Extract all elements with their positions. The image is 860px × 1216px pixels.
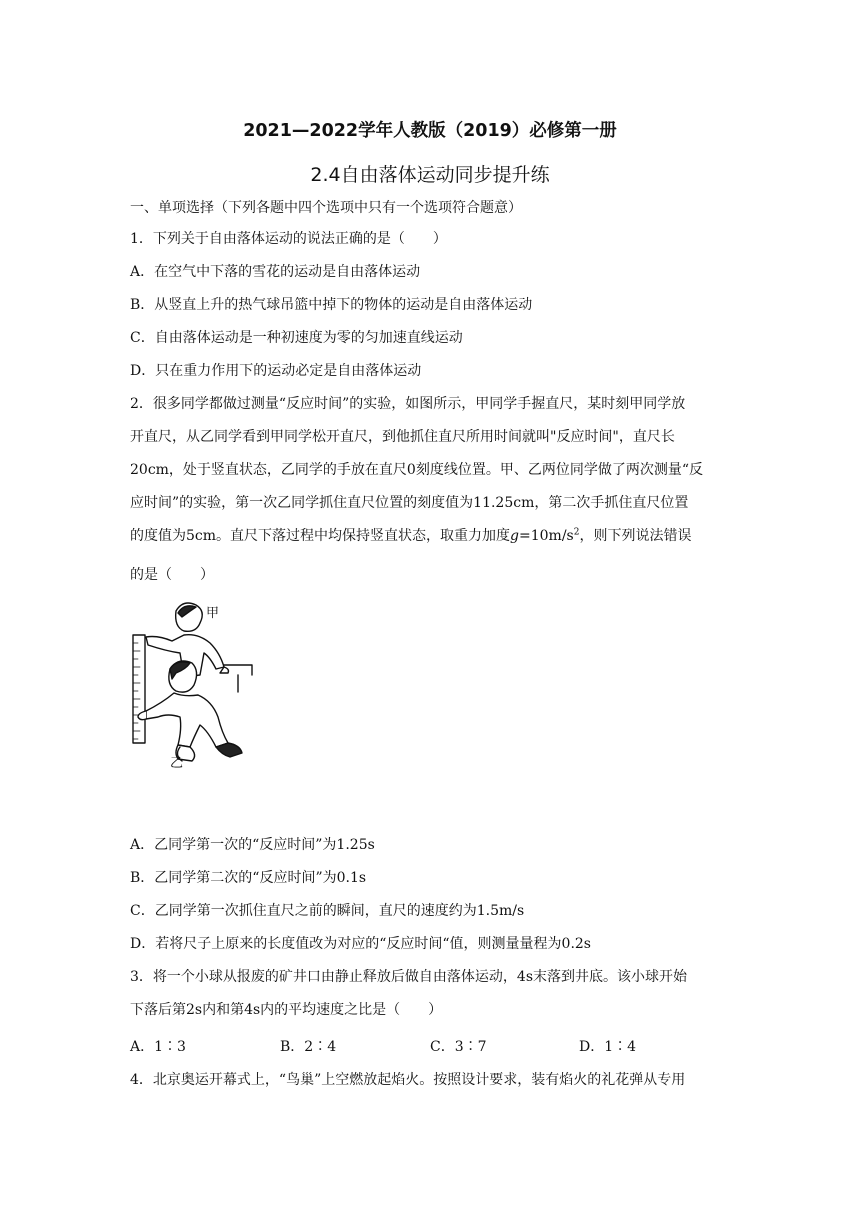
q3-option-b: B．2∶4 [280,1039,337,1055]
q2-option-b: B．乙同学第二次的“反应时间”为0.1s [130,870,367,886]
q1-option-b: B．从竖直上升的热气球吊篮中掉下的物体的运动是自由落体运动 [130,297,533,313]
label-yi: 乙 [170,756,184,771]
q3-option-d: D．1∶4 [579,1039,637,1055]
q2-option-a: A．乙同学第一次的“反应时间”为1.25s [130,837,375,853]
label-jia: 甲 [206,606,220,621]
q3-option-a: A．1∶3 [130,1039,186,1055]
q3-stem-line-1: 3．将一个小球从报废的矿井口由静止释放后做自由落体运动，4s末落到井底。该小球开始 [130,969,687,985]
q1-stem: 1．下列关于自由落体运动的说法正确的是（ ） [130,231,447,247]
q2-stem-line-5-text: 的度值为5cm。直尺下落过程中均保持竖直状态，取重力加度 [130,528,511,544]
student-yi-shoe [216,743,242,757]
q2-stem-line-3: 20cm，处于竖直状态，乙同学的手放在直尺0刻度线位置。甲、乙两位同学做了两次测量“反 [130,462,703,478]
q2-stem-line-6: 的是（ ） [130,567,214,583]
gravity-value: =10m/s [519,528,574,544]
document-title: 2021—2022学年人教版（2019）必修第一册 [243,121,617,141]
q2-stem-line-2: 开直尺，从乙同学看到甲同学松开直尺，到他抓住直尺所用时间就叫"反应时间"，直尺长 [130,429,675,445]
reaction-time-figure [128,597,258,775]
q2-stem-line-5-tail: ，则下列说法错误 [579,528,692,544]
q2-stem-line-5 [130,525,740,545]
q3-stem-line-2: 下落后第2s内和第4s内的平均速度之比是（ ） [130,1002,443,1018]
section-heading: 一、单项选择（下列各题中四个选项中只有一个选项符合题意） [130,200,522,216]
q4-stem-line-1: 4．北京奥运开幕式上，“鸟巢”上空燃放起焰火。按照设计要求，装有焰火的礼花弹从专用 [130,1072,686,1088]
q1-option-d: D．只在重力作用下的运动必定是自由落体运动 [130,363,422,379]
q2-option-d: D．若将尺子上原来的长度值改为对应的“反应时间“值，则测量量程为0.2s [130,936,591,952]
q3-option-c: C．3∶7 [430,1039,487,1055]
q2-option-c: C．乙同学第一次抓住直尺之前的瞬间，直尺的速度约为1.5m/s [130,903,525,919]
q2-stem-line-4: 应时间”的实验，第一次乙同学抓住直尺位置的刻度值为11.25cm，第二次手抓住直尺位置 [130,495,689,511]
gravity-symbol: g [510,528,519,544]
document-subtitle: 2.4自由落体运动同步提升练 [310,164,550,186]
q1-option-c: C．自由落体运动是一种初速度为零的匀加速直线运动 [130,330,463,346]
gravity-exponent: 2 [573,527,580,538]
q1-option-a: A．在空气中下落的雪花的运动是自由落体运动 [130,264,421,280]
q2-stem-line-1: 2．很多同学都做过测量“反应时间”的实验，如图所示，甲同学手握直尺，某时刻甲同学放 [130,396,686,412]
student-yi-body [146,693,228,747]
